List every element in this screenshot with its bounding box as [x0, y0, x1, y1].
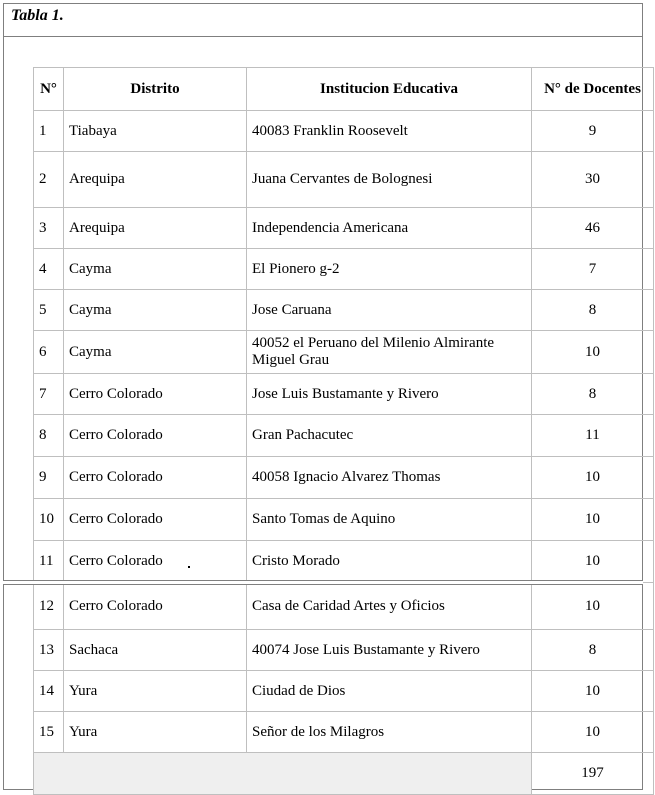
- table-row: [34, 671, 654, 712]
- table-row: [34, 208, 654, 249]
- row-docentes: 10: [532, 457, 654, 499]
- table-row: [34, 499, 654, 541]
- table-row: [34, 630, 654, 671]
- row-distrito: Cerro Colorado: [64, 457, 247, 499]
- page-break-divider: [3, 580, 643, 585]
- table-row: [34, 152, 654, 208]
- row-number: 4: [34, 249, 64, 290]
- row-institucion: Jose Caruana: [247, 290, 532, 331]
- total-label-cell: [34, 753, 532, 795]
- row-number: 15: [34, 712, 64, 753]
- row-number: 7: [34, 374, 64, 415]
- row-number: 12: [34, 583, 64, 630]
- row-docentes: 10: [532, 331, 654, 374]
- row-number: 11: [34, 541, 64, 583]
- row-distrito: Yura: [64, 671, 247, 712]
- row-number: 3: [34, 208, 64, 249]
- row-number: 2: [34, 152, 64, 208]
- header-docentes: N° de Docentes: [532, 68, 654, 111]
- row-docentes: 30: [532, 152, 654, 208]
- header-num: N°: [34, 68, 64, 111]
- table-row: [34, 415, 654, 457]
- table-row: [34, 457, 654, 499]
- row-docentes: 7: [532, 249, 654, 290]
- row-distrito: Cerro Colorado: [64, 583, 247, 630]
- stray-dot: [188, 566, 190, 568]
- row-institucion: Señor de los Milagros: [247, 712, 532, 753]
- row-distrito: Cayma: [64, 331, 247, 374]
- row-institucion: Casa de Caridad Artes y Oficios: [247, 583, 532, 630]
- caption-divider: [3, 36, 643, 37]
- row-distrito: Tiabaya: [64, 111, 247, 152]
- header-row: [34, 68, 654, 111]
- row-docentes: 9: [532, 111, 654, 152]
- row-docentes: 10: [532, 499, 654, 541]
- row-institucion: 40074 Jose Luis Bustamante y Rivero: [247, 630, 532, 671]
- row-docentes: 8: [532, 290, 654, 331]
- row-institucion: Jose Luis Bustamante y Rivero: [247, 374, 532, 415]
- table-row: [34, 374, 654, 415]
- row-institucion: Juana Cervantes de Bolognesi: [247, 152, 532, 208]
- row-number: 8: [34, 415, 64, 457]
- row-institucion: Santo Tomas de Aquino: [247, 499, 532, 541]
- row-number: 1: [34, 111, 64, 152]
- row-distrito: Sachaca: [64, 630, 247, 671]
- row-institucion: 40052 el Peruano del Milenio Almirante Miguel Grau: [247, 331, 532, 374]
- row-number: 5: [34, 290, 64, 331]
- row-number: 9: [34, 457, 64, 499]
- docentes-table: [33, 67, 654, 795]
- row-number: 13: [34, 630, 64, 671]
- row-docentes: 46: [532, 208, 654, 249]
- row-docentes: 10: [532, 541, 654, 583]
- row-number: 10: [34, 499, 64, 541]
- row-institucion: 40058 Ignacio Alvarez Thomas: [247, 457, 532, 499]
- row-docentes: 11: [532, 415, 654, 457]
- row-distrito: Cayma: [64, 290, 247, 331]
- total-docentes: 197: [532, 753, 654, 795]
- row-institucion: Gran Pachacutec: [247, 415, 532, 457]
- table-row: [34, 111, 654, 152]
- row-docentes: 10: [532, 583, 654, 630]
- row-docentes: 10: [532, 671, 654, 712]
- row-institucion: 40083 Franklin Roosevelt: [247, 111, 532, 152]
- header-distrito: Distrito: [64, 68, 247, 111]
- row-distrito: Arequipa: [64, 208, 247, 249]
- row-distrito: Yura: [64, 712, 247, 753]
- table-caption: Tabla 1.: [11, 7, 64, 24]
- row-distrito: Arequipa: [64, 152, 247, 208]
- row-distrito: Cayma: [64, 249, 247, 290]
- row-distrito: Cerro Colorado: [64, 415, 247, 457]
- row-docentes: 8: [532, 630, 654, 671]
- row-institucion: El Pionero g-2: [247, 249, 532, 290]
- row-institucion: Cristo Morado: [247, 541, 532, 583]
- row-distrito: Cerro Colorado: [64, 374, 247, 415]
- table-row: [34, 712, 654, 753]
- row-distrito: Cerro Colorado: [64, 499, 247, 541]
- table-row: [34, 583, 654, 630]
- table-row: [34, 331, 654, 374]
- row-docentes: 8: [532, 374, 654, 415]
- row-institucion: Ciudad de Dios: [247, 671, 532, 712]
- table-row: [34, 249, 654, 290]
- header-institucion: Institucion Educativa: [247, 68, 532, 111]
- row-docentes: 10: [532, 712, 654, 753]
- table-row: [34, 541, 654, 583]
- row-institucion: Independencia Americana: [247, 208, 532, 249]
- row-distrito: Cerro Colorado: [64, 541, 247, 583]
- table-row: [34, 290, 654, 331]
- row-number: 14: [34, 671, 64, 712]
- row-number: 6: [34, 331, 64, 374]
- total-row: [34, 753, 654, 795]
